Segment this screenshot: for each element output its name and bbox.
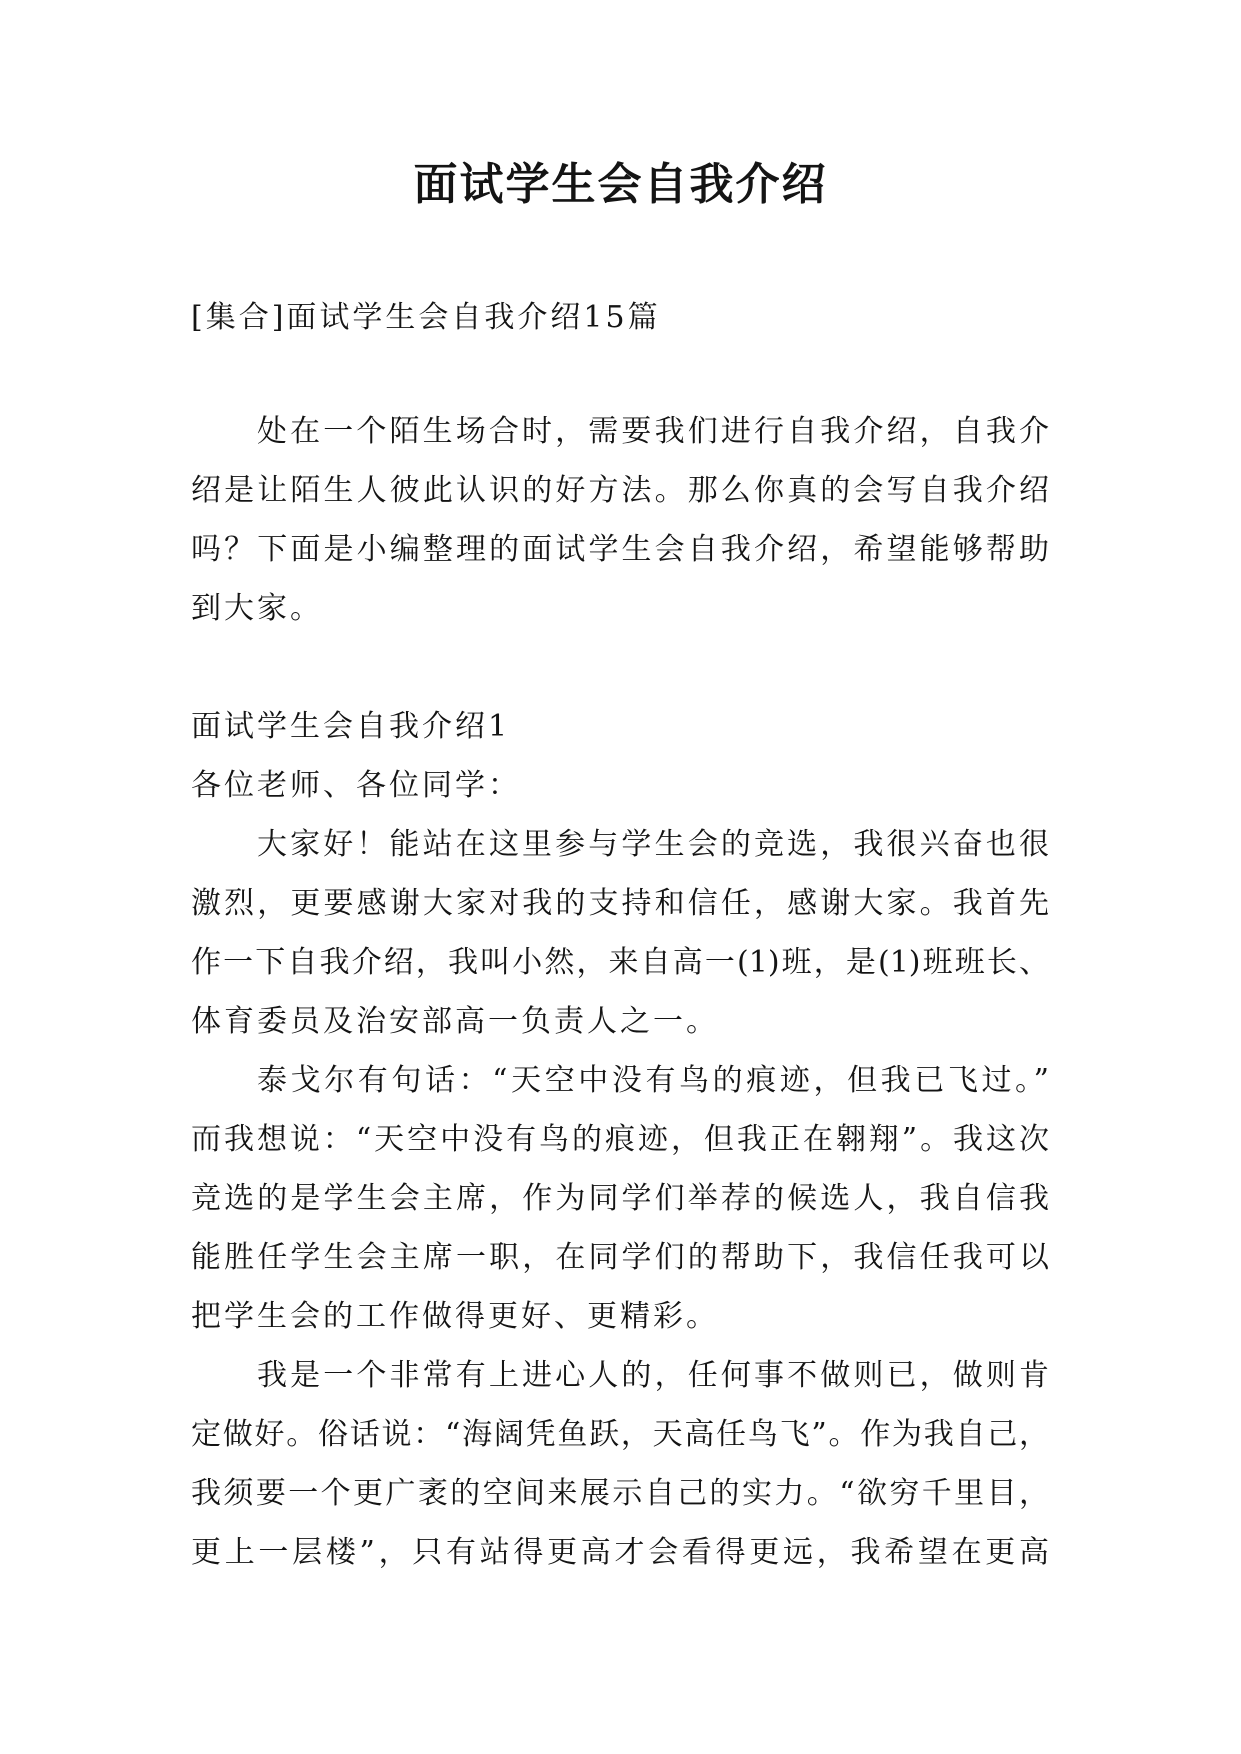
- paragraph-spacer: [191, 347, 1049, 402]
- body-paragraph: [191, 815, 1049, 1051]
- text-line: 激烈，更要感谢大家对我的支持和信任，感谢大家。我首先: [191, 886, 1049, 921]
- paragraph-spacer: [191, 638, 1049, 697]
- text-line: 大家好！能站在这里参与学生会的竞选，我很兴奋也很: [257, 827, 1049, 862]
- text-line: 泰戈尔有句话：“天空中没有鸟的痕迹，但我已飞过。”: [257, 1063, 1049, 1098]
- body-paragraph: [191, 1346, 1049, 1582]
- text-line: 定做好。俗话说：“海阔凭鱼跃，天高任鸟飞”。作为我自己，: [191, 1417, 1049, 1452]
- text-line: 我须要一个更广袤的空间来展示自己的实力。“欲穷千里目，: [191, 1476, 1049, 1511]
- text-line: 把学生会的工作做得更好、更精彩。: [191, 1299, 719, 1334]
- document-title: 面试学生会自我介绍: [413, 159, 828, 210]
- text-line: 吗？下面是小编整理的面试学生会自我介绍，希望能够帮助: [191, 532, 1049, 567]
- text-line: 而我想说：“天空中没有鸟的痕迹，但我正在翱翔”。我这次: [191, 1122, 1049, 1157]
- salutation: 各位老师、各位同学：: [191, 768, 521, 803]
- section-heading: 面试学生会自我介绍1: [191, 709, 511, 744]
- text-line: 绍是让陌生人彼此认识的好方法。那么你真的会写自我介绍: [191, 473, 1049, 508]
- text-line: 处在一个陌生场合时，需要我们进行自我介绍，自我介: [257, 414, 1049, 449]
- text-line: 能胜任学生会主席一职，在同学们的帮助下，我信任我可以: [191, 1240, 1049, 1275]
- document-subtitle: [集合]面试学生会自我介绍15篇: [191, 300, 661, 335]
- text-line: 作一下自我介绍，我叫小然，来自高一(1)班，是(1)班班长、: [191, 945, 1049, 980]
- text-line: 到大家。: [191, 591, 323, 626]
- text-line: 体育委员及治安部高一负责人之一。: [191, 1004, 719, 1039]
- text-line: 竞选的是学生会主席，作为同学们举荐的候选人，我自信我: [191, 1181, 1049, 1216]
- body-paragraph: [191, 1051, 1049, 1346]
- text-line: 更上一层楼”，只有站得更高才会看得更远，我希望在更高: [191, 1535, 1049, 1570]
- text-line: 我是一个非常有上进心人的，任何事不做则已，做则肯: [257, 1358, 1049, 1393]
- intro-paragraph: [191, 402, 1049, 638]
- document-body: [191, 288, 1049, 1582]
